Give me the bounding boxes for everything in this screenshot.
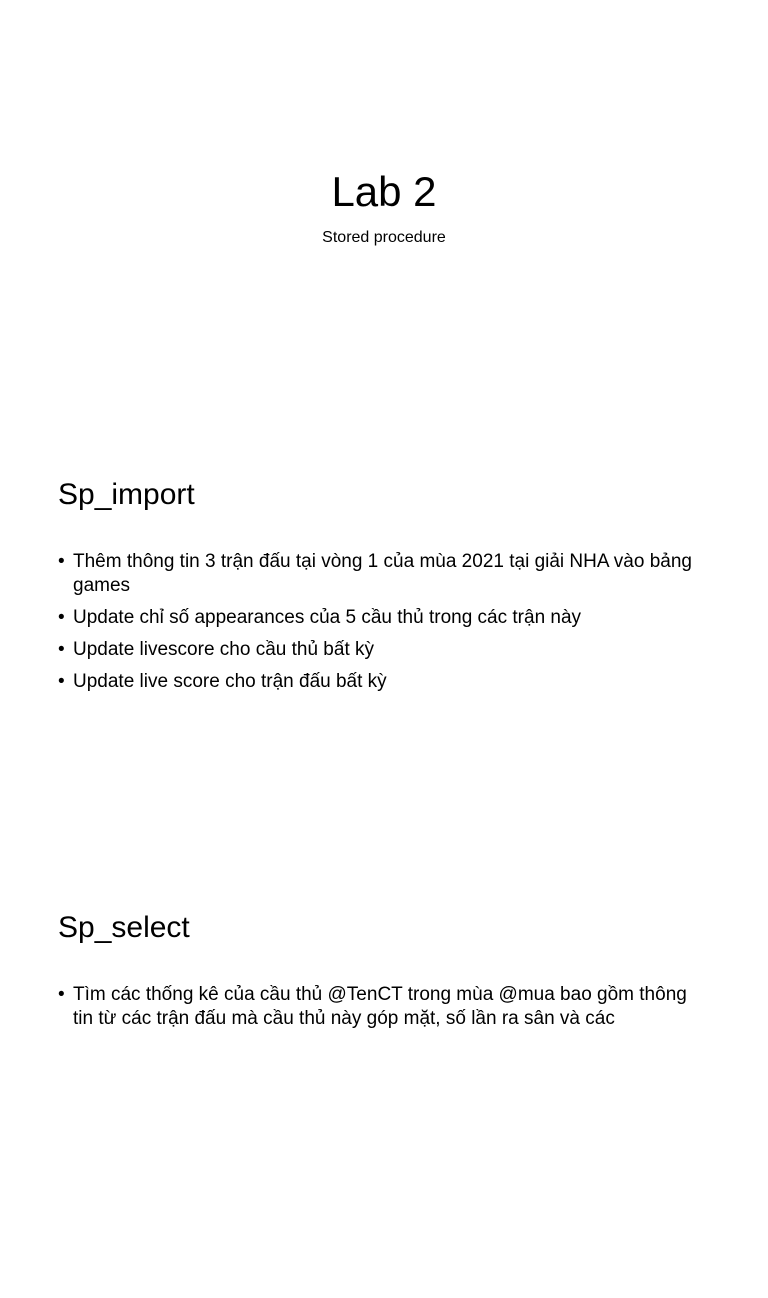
slide-heading: Sp_import: [58, 478, 195, 511]
bullet-list: [58, 983, 708, 1039]
bullet-icon: •: [58, 551, 65, 572]
slide-heading: Sp_select: [58, 911, 190, 944]
title-slide: [0, 0, 768, 432]
bullet-text: Tìm các thống kê của cầu thủ @TenCT trong mùa @mua bao gồm thông tin từ các trận đấu mà cầu thủ này góp mặt, số lần ra sân và các: [73, 984, 687, 1029]
bullet-icon: •: [58, 639, 65, 660]
bullet-icon: •: [58, 984, 65, 1005]
bullet-icon: •: [58, 671, 65, 692]
bullet-text: Thêm thông tin 3 trận đấu tại vòng 1 của mùa 2021 tại giải NHA vào bảng games: [73, 551, 692, 596]
bullet-list: [58, 550, 708, 702]
bullet-text: Update chỉ số appearances của 5 cầu thủ trong các trận này: [73, 607, 582, 628]
sp-select-slide: [0, 866, 768, 1298]
bullet-text: Update live score cho trận đấu bất kỳ: [73, 671, 387, 692]
bullet-item: [58, 550, 708, 598]
bullet-text: Update livescore cho cầu thủ bất kỳ: [73, 639, 375, 660]
bullet-item: [58, 606, 708, 630]
bullet-item: [58, 638, 708, 662]
sp-import-slide: [0, 433, 768, 865]
slide-subtitle: Stored procedure: [322, 229, 446, 246]
bullet-item: [58, 670, 708, 694]
bullet-icon: •: [58, 607, 65, 628]
slide-title: Lab 2: [331, 168, 437, 215]
